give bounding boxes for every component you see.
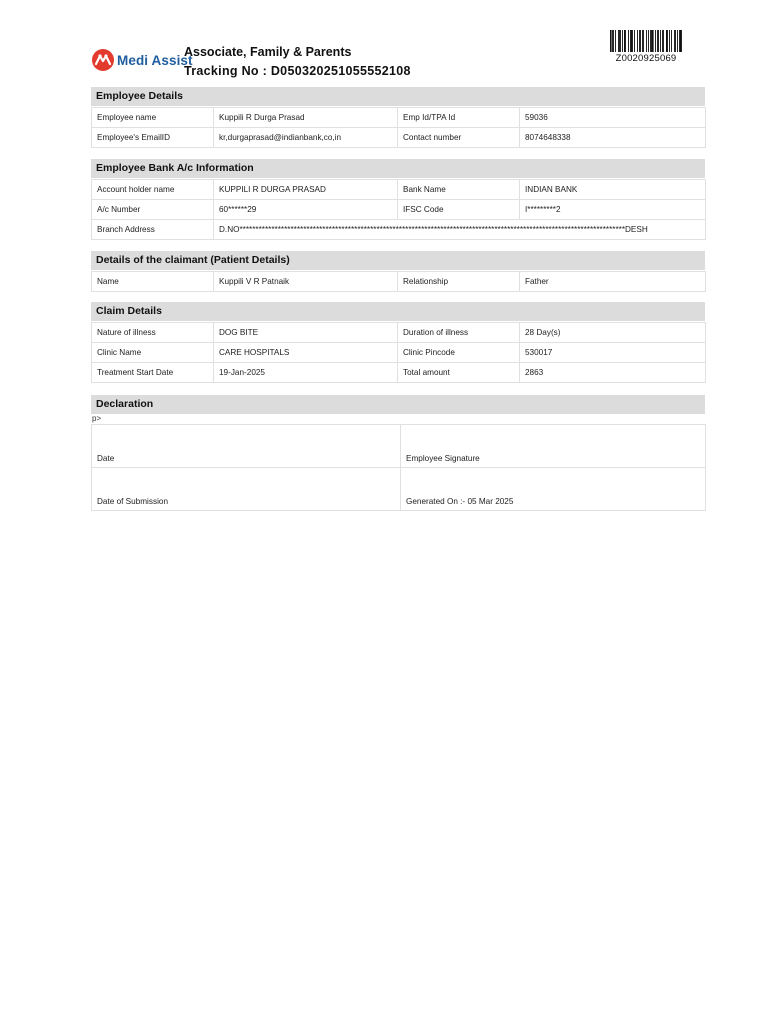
field-value: Kuppili V R Patnaik xyxy=(214,272,398,292)
field-value: KUPPILI R DURGA PRASAD xyxy=(214,180,398,200)
declaration-heading: Declaration xyxy=(91,395,705,414)
table-row xyxy=(92,343,706,363)
field-label: Account holder name xyxy=(92,180,214,200)
field-value: 530017 xyxy=(520,343,706,363)
field-value: DOG BITE xyxy=(214,323,398,343)
barcode-icon xyxy=(610,30,682,52)
field-label: Name xyxy=(92,272,214,292)
field-label: Employee's EmailID xyxy=(92,128,214,148)
field-value: 60******29 xyxy=(214,200,398,220)
table-row xyxy=(92,220,706,240)
field-label: Duration of illness xyxy=(398,323,520,343)
bank-info-table xyxy=(91,179,706,240)
tracking-number xyxy=(184,64,411,78)
generated-on-text: Generated On :- 05 Mar 2025 xyxy=(401,468,706,511)
field-label: Contact number xyxy=(398,128,520,148)
table-row xyxy=(92,180,706,200)
declaration-table xyxy=(91,424,706,511)
claim-details-heading: Claim Details xyxy=(91,302,705,321)
date-of-submission-label: Date of Submission xyxy=(92,468,401,511)
employee-details-table xyxy=(91,107,706,148)
field-value: kr,durgaprasad@indianbank,co,in xyxy=(214,128,398,148)
field-value: Father xyxy=(520,272,706,292)
form-title: Associate, Family & Parents xyxy=(184,45,352,59)
field-value: INDIAN BANK xyxy=(520,180,706,200)
branch-address-value: D.NO*************************************************************************************************************************DESH xyxy=(214,220,706,240)
field-value: 8074648338 xyxy=(520,128,706,148)
logo-text: Medi Assist xyxy=(117,52,193,68)
tracking-label: Tracking No : xyxy=(184,64,271,78)
field-value: Kuppili R Durga Prasad xyxy=(214,108,398,128)
medi-assist-logo-icon xyxy=(92,49,114,71)
table-row xyxy=(92,468,706,511)
barcode-number: Z0020925069 xyxy=(615,53,677,64)
table-row xyxy=(92,108,706,128)
field-value: 2863 xyxy=(520,363,706,383)
medi-assist-logo xyxy=(92,49,193,71)
employee-details-heading: Employee Details xyxy=(91,87,705,106)
employee-signature-label: Employee Signature xyxy=(401,425,706,468)
field-value: 59036 xyxy=(520,108,706,128)
field-value: 19-Jan-2025 xyxy=(214,363,398,383)
table-row xyxy=(92,128,706,148)
stray-markup-text: p> xyxy=(92,414,102,423)
field-label: Clinic Pincode xyxy=(398,343,520,363)
field-value: 28 Day(s) xyxy=(520,323,706,343)
table-row xyxy=(92,200,706,220)
field-label: IFSC Code xyxy=(398,200,520,220)
table-row xyxy=(92,323,706,343)
table-row xyxy=(92,272,706,292)
table-row xyxy=(92,425,706,468)
field-label: Relationship xyxy=(398,272,520,292)
field-label: Emp Id/TPA Id xyxy=(398,108,520,128)
field-label: A/c Number xyxy=(92,200,214,220)
field-label: Total amount xyxy=(398,363,520,383)
claimant-table xyxy=(91,271,706,292)
field-value: CARE HOSPITALS xyxy=(214,343,398,363)
field-label: Clinic Name xyxy=(92,343,214,363)
field-label: Treatment Start Date xyxy=(92,363,214,383)
bank-info-heading: Employee Bank A/c Information xyxy=(91,159,705,178)
tracking-value: D050320251055552108 xyxy=(270,64,411,78)
date-label: Date xyxy=(92,425,401,468)
field-label: Branch Address xyxy=(92,220,214,240)
claimant-heading: Details of the claimant (Patient Details) xyxy=(91,251,705,270)
field-label: Nature of illness xyxy=(92,323,214,343)
field-value: I*********2 xyxy=(520,200,706,220)
field-label: Bank Name xyxy=(398,180,520,200)
field-label: Employee name xyxy=(92,108,214,128)
table-row xyxy=(92,363,706,383)
claim-details-table xyxy=(91,322,706,383)
